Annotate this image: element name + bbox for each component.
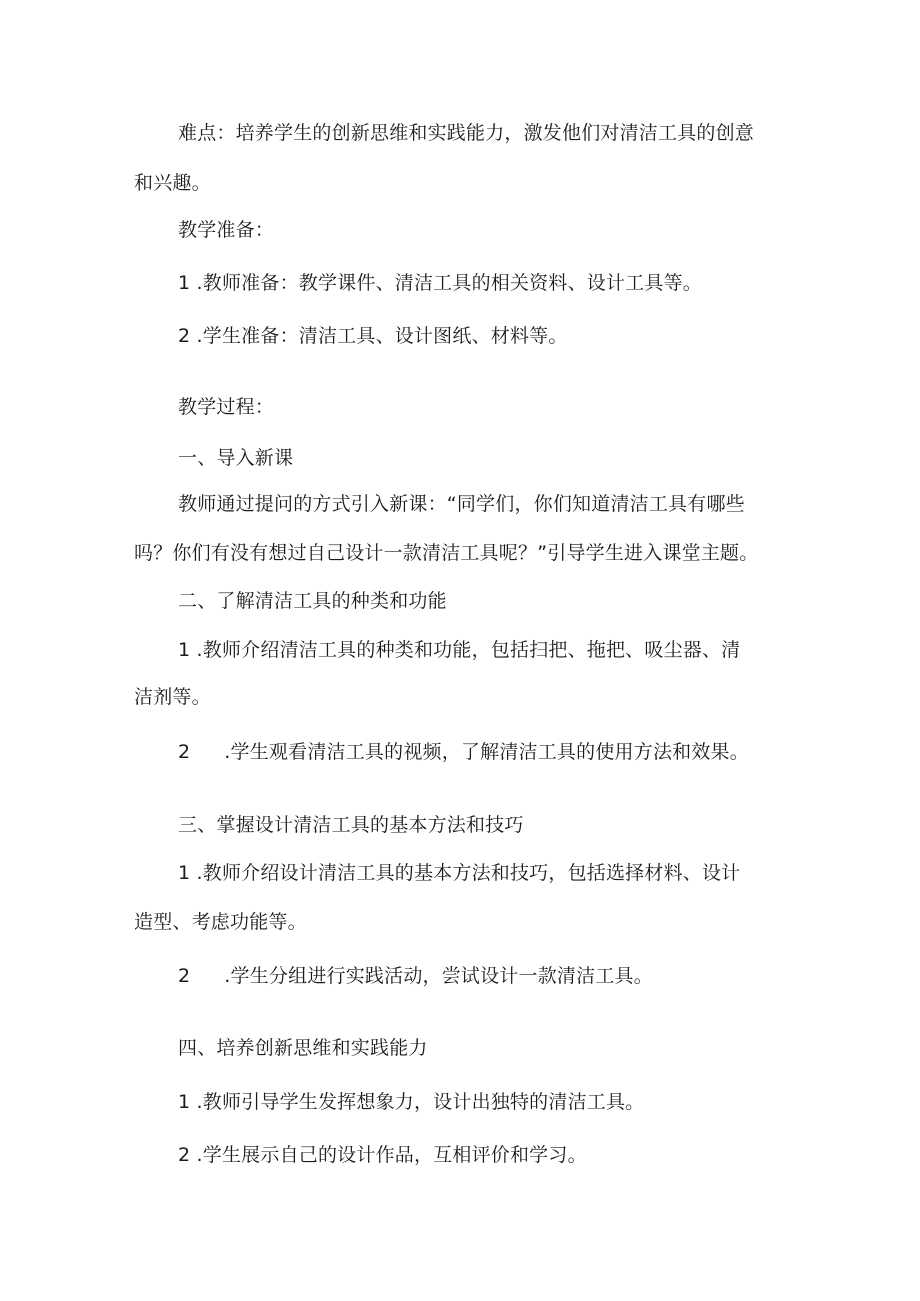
section-2-item-2-number: 2 [178, 741, 191, 763]
section-2-item-2 [178, 743, 749, 762]
section-3-heading: 三、掌握设计清洁工具的基本方法和技巧 [178, 814, 524, 836]
section-2-item-2-text: .学生观看清洁工具的视频，了解清洁工具的使用方法和效果。 [224, 741, 749, 763]
section-4-item-1: 1 .教师引导学生发挥想象力，设计出独特的清洁工具。 [178, 1091, 645, 1113]
difficulty-line-2: 和兴趣。 [134, 172, 211, 194]
section-1-text-line-1: 教师通过提问的方式引入新课：“同学们，你们知道清洁工具有哪些 [178, 493, 745, 515]
prep-heading: 教学准备： [178, 219, 275, 241]
section-3-item-1-line-2: 造型、考虑功能等。 [134, 911, 307, 933]
section-3-item-2-text: .学生分组进行实践活动，尝试设计一款清洁工具。 [224, 965, 653, 987]
difficulty-line-1: 难点：培养学生的创新思维和实践能力，激发他们对清洁工具的创意 [178, 122, 755, 144]
section-4-heading: 四、培养创新思维和实践能力 [178, 1037, 428, 1059]
section-2-item-1-line-1: 1 .教师介绍清洁工具的种类和功能，包括扫把、拖把、吸尘器、清 [178, 639, 741, 661]
section-2-heading: 二、了解清洁工具的种类和功能 [178, 590, 447, 612]
section-3-item-2 [178, 967, 653, 986]
section-1-text-line-2: 吗？你们有没有想过自己设计一款清洁工具呢？”引导学生进入课堂主题。 [134, 542, 759, 564]
prep-item-2: 2 .学生准备：清洁工具、设计图纸、材料等。 [178, 325, 568, 347]
section-4-item-2: 2 .学生展示自己的设计作品，互相评价和学习。 [178, 1144, 587, 1166]
process-heading: 教学过程： [178, 396, 275, 418]
section-1-heading: 一、导入新课 [178, 447, 294, 469]
section-3-item-2-number: 2 [178, 965, 191, 987]
section-2-item-1-line-2: 洁剂等。 [134, 686, 211, 708]
section-3-item-1-line-1: 1 .教师介绍设计清洁工具的基本方法和技巧，包括选择材料、设计 [178, 862, 741, 884]
prep-item-1: 1 .教师准备：教学课件、清洁工具的相关资料、设计工具等。 [178, 272, 702, 294]
